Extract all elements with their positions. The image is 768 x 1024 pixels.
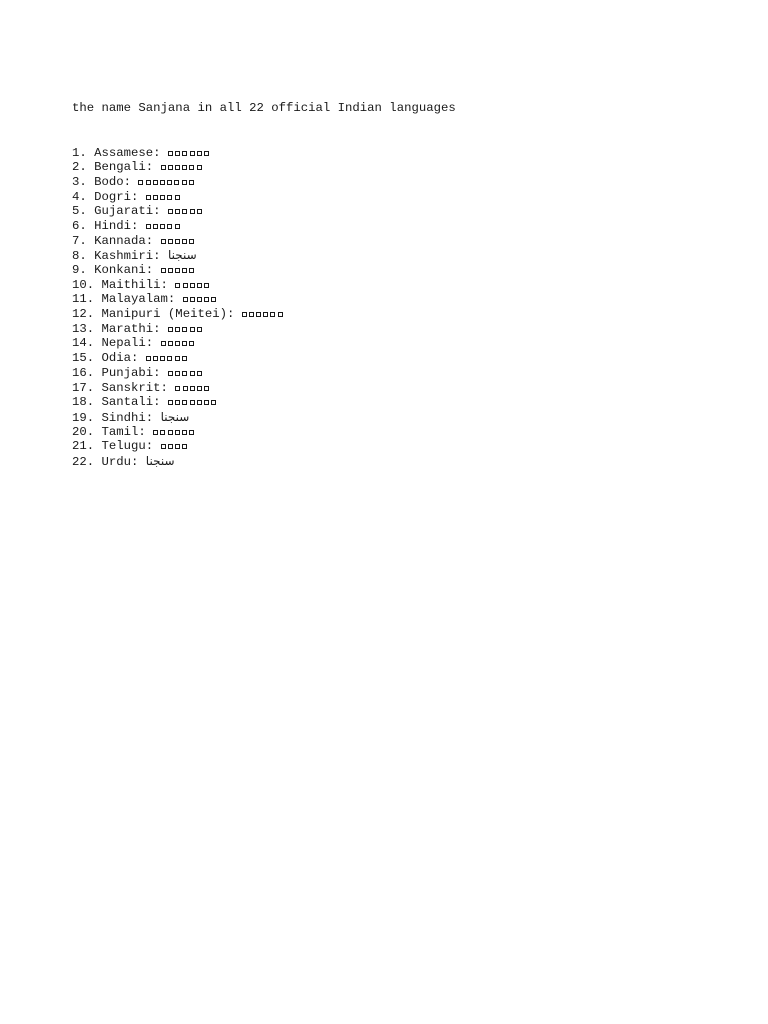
missing-glyph-icon bbox=[153, 195, 158, 200]
missing-glyph-icon bbox=[167, 180, 172, 185]
list-item bbox=[72, 322, 456, 337]
missing-glyph-icon bbox=[182, 327, 187, 332]
list-item bbox=[72, 439, 456, 454]
missing-glyph-icon bbox=[182, 371, 187, 376]
list-item-label: 21. Telugu: bbox=[72, 439, 161, 454]
missing-glyph-icon bbox=[168, 400, 173, 405]
list-item bbox=[72, 381, 456, 396]
missing-glyph-icon bbox=[182, 341, 187, 346]
missing-glyph-icon bbox=[168, 371, 173, 376]
missing-glyph-icon bbox=[161, 341, 166, 346]
missing-glyph-icon bbox=[190, 327, 195, 332]
missing-glyph-icon bbox=[168, 239, 173, 244]
missing-glyph-icon bbox=[168, 430, 173, 435]
list-item bbox=[72, 278, 456, 293]
missing-glyph-icon bbox=[146, 180, 151, 185]
missing-glyph-icon bbox=[190, 283, 195, 288]
missing-glyph-icon bbox=[183, 297, 188, 302]
missing-glyph-icon bbox=[270, 312, 275, 317]
missing-glyph-icon bbox=[182, 180, 187, 185]
missing-glyph-icon bbox=[182, 209, 187, 214]
missing-glyph-icon bbox=[175, 268, 180, 273]
missing-glyph-icon bbox=[160, 195, 165, 200]
missing-glyph-icon bbox=[204, 283, 209, 288]
missing-glyph-icon bbox=[182, 165, 187, 170]
list-item bbox=[72, 425, 456, 440]
document-title: the name Sanjana in all 22 official Indian languages bbox=[72, 101, 456, 116]
missing-glyph-boxes bbox=[168, 146, 211, 161]
list-item bbox=[72, 410, 456, 425]
missing-glyph-icon bbox=[189, 180, 194, 185]
list-item-label: 9. Konkani: bbox=[72, 263, 161, 277]
missing-glyph-boxes bbox=[242, 307, 285, 322]
list-item bbox=[72, 146, 456, 161]
list-item-name: سنجنا bbox=[167, 248, 197, 263]
list-item bbox=[72, 190, 456, 205]
missing-glyph-icon bbox=[146, 356, 151, 361]
missing-glyph-icon bbox=[175, 327, 180, 332]
missing-glyph-icon bbox=[190, 371, 195, 376]
missing-glyph-icon bbox=[182, 356, 187, 361]
missing-glyph-icon bbox=[168, 151, 173, 156]
list-item bbox=[72, 175, 456, 190]
language-list bbox=[72, 146, 456, 469]
missing-glyph-icon bbox=[278, 312, 283, 317]
list-item-label: 15. Odia: bbox=[72, 351, 146, 366]
missing-glyph-boxes bbox=[161, 234, 197, 249]
list-item-label: 17. Sanskrit: bbox=[72, 380, 176, 395]
missing-glyph-icon bbox=[168, 268, 173, 273]
missing-glyph-icon bbox=[190, 151, 195, 156]
missing-glyph-icon bbox=[175, 430, 180, 435]
missing-glyph-icon bbox=[160, 356, 165, 361]
list-item-label: 11. Malayalam: bbox=[72, 292, 183, 307]
missing-glyph-icon bbox=[161, 444, 166, 449]
list-item bbox=[72, 204, 456, 219]
missing-glyph-icon bbox=[168, 165, 173, 170]
list-item bbox=[72, 366, 456, 381]
missing-glyph-icon bbox=[175, 195, 180, 200]
list-item-label: 4. Dogri: bbox=[72, 189, 146, 204]
list-item-label: 10. Maithili: bbox=[72, 277, 176, 292]
list-item bbox=[72, 351, 456, 366]
missing-glyph-boxes bbox=[175, 381, 211, 396]
missing-glyph-icon bbox=[182, 151, 187, 156]
missing-glyph-boxes bbox=[168, 322, 204, 337]
list-item-label: 5. Gujarati: bbox=[72, 204, 168, 219]
missing-glyph-icon bbox=[160, 430, 165, 435]
missing-glyph-boxes bbox=[161, 336, 197, 351]
missing-glyph-icon bbox=[175, 444, 180, 449]
list-item-label: 12. Manipuri (Meitei): bbox=[72, 307, 242, 322]
list-item bbox=[72, 395, 456, 410]
missing-glyph-icon bbox=[189, 268, 194, 273]
missing-glyph-boxes bbox=[153, 425, 196, 440]
missing-glyph-icon bbox=[167, 224, 172, 229]
list-item bbox=[72, 263, 456, 278]
missing-glyph-icon bbox=[153, 356, 158, 361]
missing-glyph-icon bbox=[138, 180, 143, 185]
missing-glyph-icon bbox=[161, 239, 166, 244]
missing-glyph-icon bbox=[175, 371, 180, 376]
list-item bbox=[72, 219, 456, 234]
missing-glyph-icon bbox=[189, 165, 194, 170]
missing-glyph-icon bbox=[189, 430, 194, 435]
list-item bbox=[72, 336, 456, 351]
missing-glyph-icon bbox=[175, 239, 180, 244]
missing-glyph-icon bbox=[175, 165, 180, 170]
missing-glyph-icon bbox=[211, 400, 216, 405]
missing-glyph-icon bbox=[197, 209, 202, 214]
missing-glyph-icon bbox=[174, 180, 179, 185]
missing-glyph-icon bbox=[175, 224, 180, 229]
missing-glyph-boxes bbox=[168, 204, 204, 219]
list-item-label: 19. Sindhi: bbox=[72, 410, 161, 425]
missing-glyph-icon bbox=[146, 224, 151, 229]
missing-glyph-boxes bbox=[146, 190, 182, 205]
missing-glyph-icon bbox=[153, 430, 158, 435]
list-item-label: 13. Marathi: bbox=[72, 321, 168, 336]
list-item bbox=[72, 454, 456, 469]
missing-glyph-icon bbox=[146, 195, 151, 200]
missing-glyph-icon bbox=[197, 297, 202, 302]
missing-glyph-icon bbox=[160, 180, 165, 185]
missing-glyph-boxes bbox=[161, 263, 197, 278]
missing-glyph-icon bbox=[182, 239, 187, 244]
missing-glyph-icon bbox=[197, 327, 202, 332]
missing-glyph-icon bbox=[189, 341, 194, 346]
missing-glyph-icon bbox=[183, 386, 188, 391]
missing-glyph-icon bbox=[168, 444, 173, 449]
missing-glyph-boxes bbox=[168, 395, 218, 410]
list-item bbox=[72, 160, 456, 175]
list-item-label: 18. Santali: bbox=[72, 395, 168, 410]
list-item-label: 16. Punjabi: bbox=[72, 365, 168, 380]
missing-glyph-icon bbox=[167, 195, 172, 200]
list-item-name: سنجنا bbox=[145, 453, 175, 468]
missing-glyph-boxes bbox=[175, 278, 211, 293]
missing-glyph-boxes bbox=[161, 439, 190, 454]
missing-glyph-icon bbox=[204, 386, 209, 391]
missing-glyph-boxes bbox=[183, 292, 219, 307]
list-item bbox=[72, 234, 456, 249]
missing-glyph-icon bbox=[167, 356, 172, 361]
missing-glyph-icon bbox=[197, 386, 202, 391]
missing-glyph-icon bbox=[168, 341, 173, 346]
missing-glyph-boxes bbox=[161, 160, 204, 175]
missing-glyph-icon bbox=[182, 268, 187, 273]
missing-glyph-icon bbox=[204, 297, 209, 302]
list-item-label: 22. Urdu: bbox=[72, 454, 146, 469]
missing-glyph-boxes bbox=[138, 175, 196, 190]
list-item-label: 1. Assamese: bbox=[72, 145, 168, 160]
missing-glyph-icon bbox=[175, 209, 180, 214]
missing-glyph-icon bbox=[168, 327, 173, 332]
missing-glyph-icon bbox=[249, 312, 254, 317]
list-item-label: 14. Nepali: bbox=[72, 336, 161, 351]
missing-glyph-icon bbox=[190, 386, 195, 391]
list-item-label: 6. Hindi: bbox=[72, 218, 146, 233]
missing-glyph-icon bbox=[182, 400, 187, 405]
missing-glyph-icon bbox=[160, 224, 165, 229]
missing-glyph-icon bbox=[197, 151, 202, 156]
missing-glyph-icon bbox=[182, 444, 187, 449]
list-item bbox=[72, 292, 456, 307]
missing-glyph-icon bbox=[256, 312, 261, 317]
missing-glyph-icon bbox=[175, 400, 180, 405]
list-item-name: سنجنا bbox=[160, 409, 190, 424]
missing-glyph-icon bbox=[175, 151, 180, 156]
missing-glyph-icon bbox=[183, 283, 188, 288]
document-body bbox=[72, 72, 456, 483]
missing-glyph-boxes bbox=[146, 351, 189, 366]
list-item-label: 3. Bodo: bbox=[72, 174, 139, 189]
missing-glyph-icon bbox=[161, 165, 166, 170]
missing-glyph-icon bbox=[197, 165, 202, 170]
list-item-label: 20. Tamil: bbox=[72, 424, 154, 439]
missing-glyph-icon bbox=[153, 224, 158, 229]
missing-glyph-boxes bbox=[168, 366, 204, 381]
missing-glyph-icon bbox=[175, 341, 180, 346]
list-item bbox=[72, 307, 456, 322]
missing-glyph-icon bbox=[197, 283, 202, 288]
missing-glyph-icon bbox=[161, 268, 166, 273]
missing-glyph-icon bbox=[204, 151, 209, 156]
list-item-label: 8. Kashmiri: bbox=[72, 249, 168, 264]
missing-glyph-icon bbox=[168, 209, 173, 214]
missing-glyph-icon bbox=[182, 430, 187, 435]
missing-glyph-icon bbox=[175, 356, 180, 361]
missing-glyph-icon bbox=[197, 400, 202, 405]
missing-glyph-icon bbox=[242, 312, 247, 317]
list-item bbox=[72, 248, 456, 263]
missing-glyph-icon bbox=[197, 371, 202, 376]
list-item-label: 2. Bengali: bbox=[72, 160, 161, 175]
missing-glyph-icon bbox=[175, 386, 180, 391]
missing-glyph-icon bbox=[263, 312, 268, 317]
missing-glyph-icon bbox=[190, 400, 195, 405]
missing-glyph-icon bbox=[211, 297, 216, 302]
missing-glyph-icon bbox=[190, 297, 195, 302]
missing-glyph-boxes bbox=[146, 219, 182, 234]
missing-glyph-icon bbox=[204, 400, 209, 405]
missing-glyph-icon bbox=[153, 180, 158, 185]
missing-glyph-icon bbox=[190, 209, 195, 214]
missing-glyph-icon bbox=[175, 283, 180, 288]
missing-glyph-icon bbox=[189, 239, 194, 244]
list-item-label: 7. Kannada: bbox=[72, 233, 161, 248]
